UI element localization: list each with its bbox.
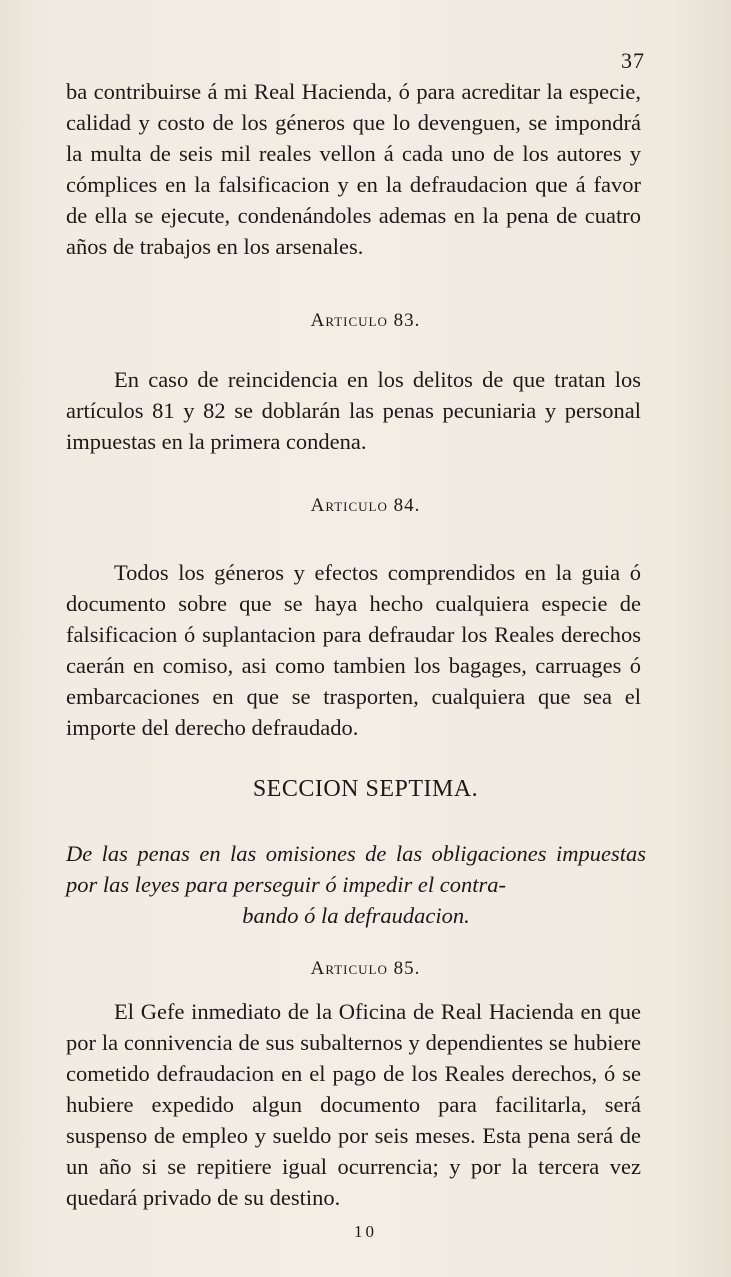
section-subtitle-line: De las penas en las omisiones de las obligaciones impuestas por las leyes para perseguir ó impedir el contra- [66, 841, 646, 897]
paragraph-text: ba contribuirse á mi Real Hacienda, ó para acreditar la especie, calidad y costo de los géneros que lo devenguen, se impondrá la multa de seis mil reales vellon á cada uno de los autores y cómplices en la falsificacion y en la defraudacion que á favor de ella se ejecute, condenándoles ademas en la pena de cuatro años de trabajos en los arsenales. [66, 79, 641, 259]
section-subtitle-line: bando ó la defraudacion. [242, 903, 470, 928]
paragraph-text: Todos los géneros y efectos comprendidos en la guia ó documento sobre que se haya hecho cualquiera especie de falsificacion ó suplantacion para defraudar los Reales derechos caerán en comiso, asi como tambien los bagages, carruages ó embarcaciones en que se trasporten, cualquiera que sea el importe del derecho defraudado. [66, 560, 641, 740]
paragraph-text: En caso de reincidencia en los delitos de que tratan los artículos 81 y 82 se doblarán las penas pecuniaria y personal impuestas en la primera condena. [66, 367, 641, 454]
paragraph-text: El Gefe inmediato de la Oficina de Real Hacienda en que por la connivencia de sus subalternos y dependientes se hubiere cometido defraudacion en el pago de los Reales derechos, ó se hubiere expedido algun documento para facilitarla, será suspenso de empleo y sueldo por seis meses. Esta pena será de un año si se repitiere igual ocurrencia; y por la tercera vez quedará privado de su destino. [66, 999, 641, 1210]
article-83-heading: Articulo 83. [310, 310, 421, 331]
page-number: 37 [621, 48, 645, 73]
section-subtitle [66, 838, 646, 931]
signature-mark: 10 [354, 1222, 377, 1241]
paragraph-continuation [66, 76, 641, 262]
article-84-paragraph [66, 557, 641, 743]
article-85-heading: Articulo 85. [310, 958, 421, 979]
article-83-paragraph [66, 364, 641, 457]
section-title: SECCION SEPTIMA. [252, 776, 479, 802]
article-84-heading: Articulo 84. [310, 495, 421, 516]
article-85-paragraph [66, 996, 641, 1213]
